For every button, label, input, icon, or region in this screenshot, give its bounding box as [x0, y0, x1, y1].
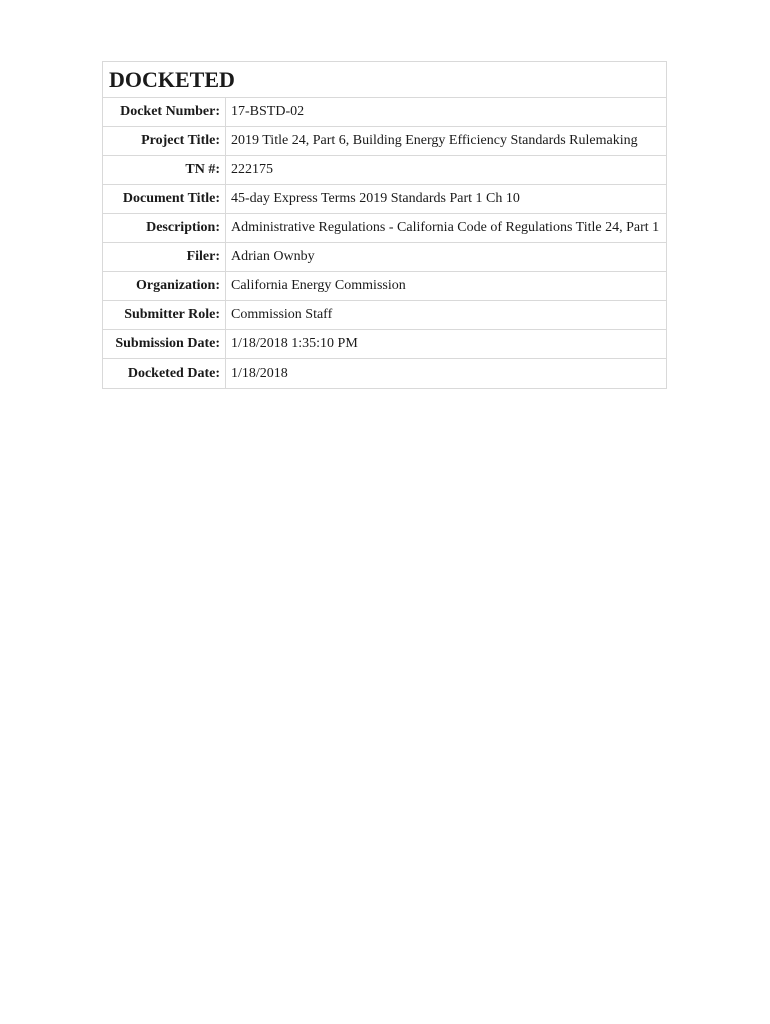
docket-info-table [102, 61, 667, 389]
docket-number-row [103, 98, 666, 127]
docket-number-label: Docket Number: [103, 98, 226, 126]
tn-number-label: TN #: [103, 156, 226, 184]
docket-header [103, 62, 666, 98]
project-title-row [103, 127, 666, 156]
docketed-heading: DOCKETED [109, 66, 235, 92]
docketed-date-value: 1/18/2018 [231, 365, 288, 381]
project-title-value: 2019 Title 24, Part 6, Building Energy Efficiency Standards Rulemaking [231, 133, 638, 148]
submission-date-value: 1/18/2018 1:35:10 PM [231, 336, 358, 351]
tn-number-value: 222175 [231, 162, 273, 177]
organization-value: California Energy Commission [231, 278, 406, 293]
project-title-label: Project Title: [103, 127, 226, 155]
submission-date-row [103, 330, 666, 359]
description-row [103, 214, 666, 243]
description-value: Administrative Regulations - California Code of Regulations Title 24, Part 1 [231, 220, 660, 235]
document-title-row [103, 185, 666, 214]
organization-label: Organization: [103, 272, 226, 300]
document-title-label: Document Title: [103, 185, 226, 213]
organization-row [103, 272, 666, 301]
docketed-date-row [103, 359, 666, 388]
tn-number-row [103, 156, 666, 185]
filer-row [103, 243, 666, 272]
document-title-value: 45-day Express Terms 2019 Standards Part 1 Ch 10 [231, 191, 520, 206]
filer-label: Filer: [103, 243, 226, 271]
description-label: Description: [103, 214, 226, 242]
submitter-role-value: Commission Staff [231, 307, 333, 322]
filer-value: Adrian Ownby [231, 249, 315, 264]
docketed-date-label: Docketed Date: [103, 359, 226, 388]
submitter-role-label: Submitter Role: [103, 301, 226, 329]
submission-date-label: Submission Date: [103, 330, 226, 358]
submitter-role-row [103, 301, 666, 330]
docket-number-value: 17-BSTD-02 [231, 104, 305, 119]
